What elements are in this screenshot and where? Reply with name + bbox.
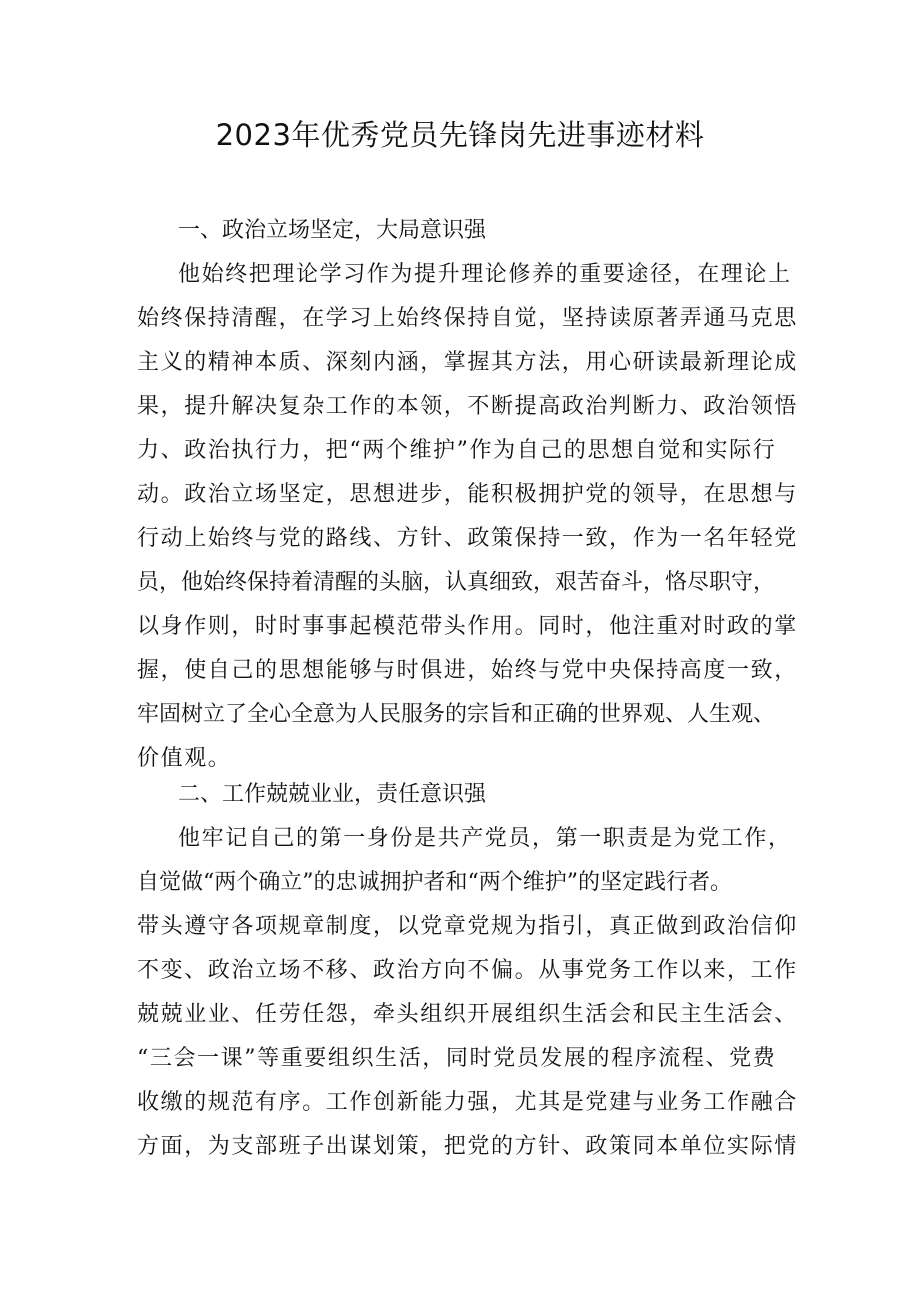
paragraph-line: 他始终把理论学习作为提升理论修养的重要途径，在理论上 bbox=[178, 262, 792, 287]
paragraph-line: 牢固树立了全心全意为人民服务的宗旨和正确的世界观、人生观、 bbox=[137, 702, 776, 727]
paragraph-line: 主义的精神本质、深刻内涵，掌握其方法，用心研读最新理论成 bbox=[137, 350, 798, 375]
paragraph-line: 价值观。 bbox=[137, 746, 232, 771]
paragraph-line: 带头遵守各项规章制度，以党章党规为指引，真正做到政治信仰 bbox=[137, 914, 798, 939]
paragraph-line: 始终保持清醒，在学习上始终保持自觉，坚持读原著弄通马克思 bbox=[137, 306, 798, 331]
paragraph-line: 不变、政治立场不移、政治方向不偏。从事党务工作以来，工作 bbox=[137, 958, 798, 983]
paragraph-line: 他牢记自己的第一身份是共产党员，第一职责是为党工作， bbox=[178, 826, 792, 851]
paragraph-line: 握，使自己的思想能够与时俱进，始终与党中央保持高度一致， bbox=[137, 658, 798, 683]
paragraph-line: 动。政治立场坚定，思想进步，能积极拥护党的领导，在思想与 bbox=[137, 482, 798, 507]
section-heading: 一、政治立场坚定，大局意识强 bbox=[178, 218, 487, 243]
paragraph-line: 自觉做“两个确立”的忠诚拥护者和“两个维护”的坚定践行者。 bbox=[137, 870, 732, 895]
document-title: 2023年优秀党员先锋岗先进事迹材料 bbox=[215, 118, 705, 152]
paragraph-line: 兢兢业业、任劳任怨，牵头组织开展组织生活会和民主生活会、 bbox=[137, 1002, 798, 1027]
paragraph-line: 方面，为支部班子出谋划策，把党的方针、政策同本单位实际情 bbox=[137, 1134, 798, 1159]
section-heading: 二、工作兢兢业业，责任意识强 bbox=[178, 782, 487, 807]
paragraph-line: “三会一课”等重要组织生活，同时党员发展的程序流程、党费 bbox=[137, 1046, 777, 1071]
paragraph-line: 果，提升解决复杂工作的本领，不断提高政治判断力、政治领悟 bbox=[137, 394, 798, 419]
paragraph-line: 行动上始终与党的路线、方针、政策保持一致，作为一名年轻党 bbox=[137, 526, 798, 551]
paragraph-line: 力、政治执行力，把“两个维护”作为自己的思想自觉和实际行 bbox=[137, 438, 777, 463]
paragraph-line: 收缴的规范有序。工作创新能力强，尤其是党建与业务工作融合 bbox=[137, 1090, 798, 1115]
paragraph-line: 以身作则，时时事事起模范带头作用。同时，他注重对时政的掌 bbox=[137, 614, 798, 639]
paragraph-line: 员，他始终保持着清醒的头脑，认真细致，艰苦奋斗，恪尽职守， bbox=[137, 570, 776, 595]
